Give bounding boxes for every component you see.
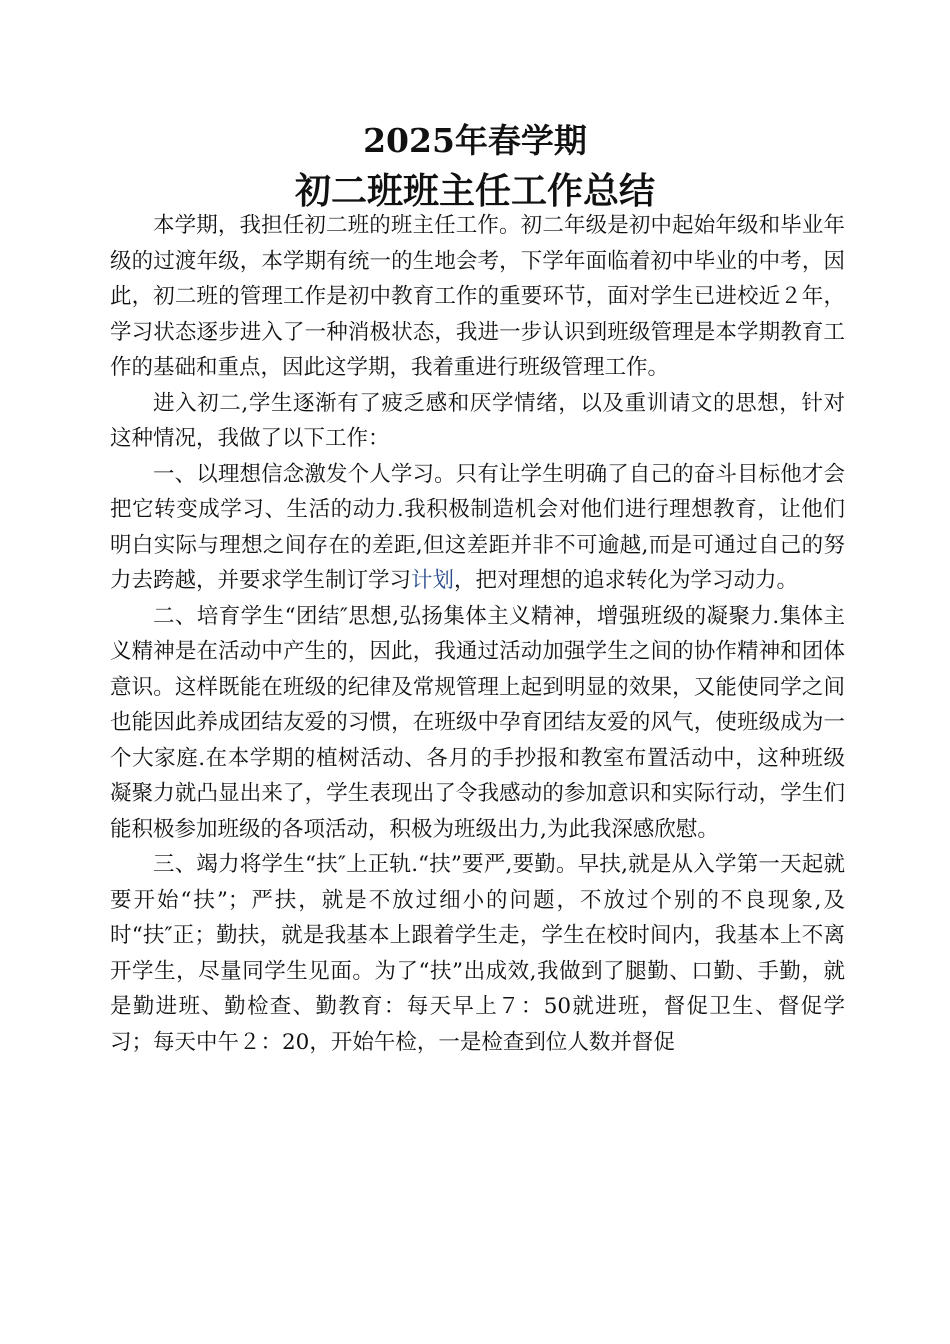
paragraph-context: 进入初二,学生逐渐有了疲乏感和厌学情绪，以及重训请文的思想，针对这种情况，我做了以下工作： bbox=[110, 390, 845, 451]
document-title-line-1: 2025年春学期 bbox=[363, 121, 587, 160]
paragraph-section-2: 二、培育学生“团结″思想,弘扬集体主义精神，增强班级的凝聚力.集体主义精神是在活动中产生的，因此，我通过活动加强学生之间的协作精神和团体意识。这样既能在班级的纪律及常规管理上起到明显的效果，又能使同学之间也能因此养成团结友爱的习惯，在班级中孕育团结友爱的风气，使班级成为一个大家庭.在本学期的植树活动、各月的手抄报和教室布置活动中，这种班级凝聚力就凸显出来了，学生表现出了令我感动的参加意识和实际行动，学生们能积极参加班级的各项活动，积极为班级出力,为此我深感欣慰。 bbox=[110, 603, 845, 842]
document-body bbox=[110, 208, 845, 1060]
paragraph-section-1-text: 一、以理想信念激发个人学习。只有让学生明确了自己的奋斗目标他才会把它转变成学习、生活的动力.我积极制造机会对他们进行理想教育，让他们明白实际与理想之间存在的差距,但这差距并非不可逾越,而是可通过自己的努力去跨越，并要求学生制订学习 bbox=[110, 461, 845, 593]
plan-link[interactable]: 计划 bbox=[411, 568, 455, 593]
document-title-line-2: 初二班班主任工作总结 bbox=[294, 170, 655, 212]
paragraph-section-1 bbox=[110, 457, 845, 599]
paragraph-intro: 本学期，我担任初二班的班主任工作。初二年级是初中起始年级和毕业年级的过渡年级，本学期有统一的生地会考，下学年面临着初中毕业的中考，因此，初二班的管理工作是初中教育工作的重要环节，面对学生已进校近２年，学习状态逐步进入了一种消极状态，我进一步认识到班级管理是本学期教育工作的基础和重点，因此这学期，我着重进行班级管理工作。 bbox=[110, 213, 845, 380]
paragraph-section-3: 三、竭力将学生“扶″上正轨.“扶”要严,要勤。早扶,就是从入学第一天起就要开始“扶”；严扶，就是不放过细小的问题，不放过个别的不良现象,及时“扶″正；勤扶，就是我基本上跟着学生走，学生在校时间内，我基本上不离开学生，尽量同学生见面。为了“扶”出成效,我做到了腿勤、口勤、手勤，就是勤进班、勤检查、勤教育：每天早上７：50就进班，督促卫生、督促学习；每天中午２：20，开始午检，一是检查到位人数并督促 bbox=[110, 852, 845, 1055]
paragraph-section-1-tail: ，把对理想的追求转化为学习动力。 bbox=[454, 568, 799, 593]
